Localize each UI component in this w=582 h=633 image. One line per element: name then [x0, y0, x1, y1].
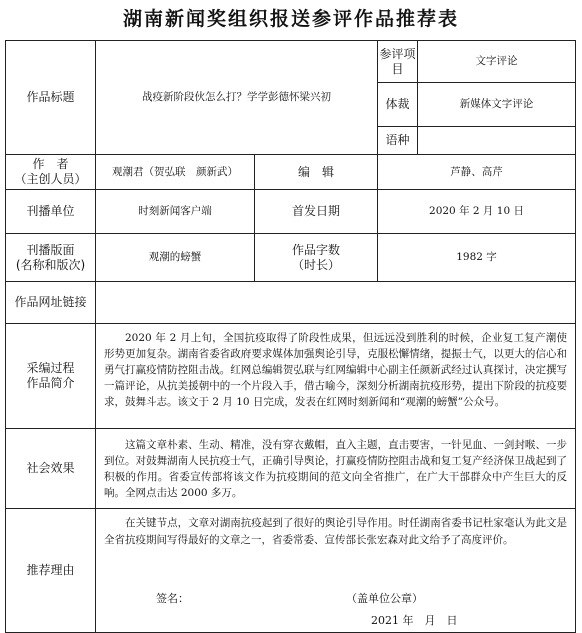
language-label: 语种 — [377, 126, 418, 155]
category-value: 文字评论 — [417, 40, 576, 83]
genre-value: 新媒体文字评论 — [417, 82, 576, 127]
author-label-line1: 作 者 — [32, 157, 69, 171]
effect-label: 社会效果 — [5, 428, 96, 509]
recommendation-form — [5, 40, 576, 631]
genre-label: 体裁 — [377, 82, 418, 127]
process-paragraph: 2020 年 2 月上旬，全国抗疫取得了阶段性成果，但远远没到胜利的时候，企业复工复产潮使形势更加复杂。湖南省委省政府要求媒体加强舆论引导，克服松懈情绪，提振士气，以更大的信心和勇气打赢疫情防控阻击战。红网总编辑贺弘联与红网编辑中心副主任颜新武经过认真探讨，决定撰写一篇评论，从抗美援朝中的一个片段入手，借古喻今，深刻分析湖南抗疫形势，提出下阶段的抗疫要求，鼓舞斗志。该文于 2 月 10 日完成，发表在红网时刻新闻和“观潮的螃蟹”公众号。 — [104, 332, 567, 408]
reason-label: 推荐理由 — [5, 508, 96, 633]
word-count-label-line2: （时长） — [291, 257, 340, 272]
effect-paragraph: 这篇文章朴素、生动、精准，没有穿衣戴帽，直入主题，直击要害，一针见血、一剑封喉、一步到位。对鼓舞湖南人民抗疫士气，正确引导舆论，打赢疫情防控阻击战和复工复产经济保卫战起到了积极的作用。省委宣传部将该文作为抗疫期间的范文向全省推广，在广大干部群众中产生巨大的反响。全网点击达 2000 多万。 — [104, 439, 567, 499]
first-pub-date-value: 2020 年 2 月 10 日 — [377, 189, 576, 234]
process-label-line1: 采编过程 — [26, 361, 75, 375]
layout-value: 观潮的螃蟹 — [95, 233, 255, 282]
first-pub-date-label: 首发日期 — [254, 189, 378, 234]
effect-text — [95, 428, 576, 509]
layout-label — [5, 233, 96, 282]
editor-label: 编 辑 — [254, 154, 378, 190]
work-title-label: 作品标题 — [5, 40, 96, 155]
author-value: 观潮君（贺弘联 颜新武） — [95, 154, 255, 190]
process-text — [95, 323, 576, 429]
signature-label: 签名： — [156, 592, 189, 605]
word-count-value: 1982 字 — [377, 233, 576, 282]
date-line: 2021 年 月 日 — [371, 614, 458, 627]
layout-label-line1: 刊播版面 — [26, 242, 75, 257]
word-count-label-line1: 作品字数 — [291, 242, 340, 257]
signature-line — [156, 591, 556, 607]
url-label: 作品网址链接 — [5, 281, 96, 324]
process-label — [5, 323, 96, 429]
reason-cell — [95, 508, 576, 633]
category-label: 参评项目 — [377, 40, 418, 83]
publisher-value: 时刻新闻客户端 — [95, 189, 255, 234]
publisher-label: 刊播单位 — [5, 189, 96, 234]
author-label — [5, 154, 96, 190]
layout-label-line2: (名称和版次) — [15, 257, 86, 272]
language-value — [417, 126, 576, 155]
work-title-value: 战疫新阶段伙怎么打？学学彭德怀梁兴初 — [95, 40, 378, 155]
editor-value: 芦静、高芹 — [377, 154, 576, 190]
form-title: 湖南新闻奖组织报送参评作品推荐表 — [122, 8, 459, 30]
seal-note: （盖单位公章） — [346, 592, 423, 605]
url-value — [95, 281, 576, 324]
word-count-label — [254, 233, 378, 282]
reason-paragraph: 在关键节点，文章对湖南抗疫起到了很好的舆论引导作用。时任湖南省委书记杜家毫认为此文是全省抗疫期间写得最好的文章之一，省委常委、宣传部长张宏森对此文给予了高度评价。 — [104, 517, 567, 546]
process-label-line2: 作品简介 — [26, 376, 75, 390]
author-label-line2: （主创人员） — [14, 172, 87, 186]
